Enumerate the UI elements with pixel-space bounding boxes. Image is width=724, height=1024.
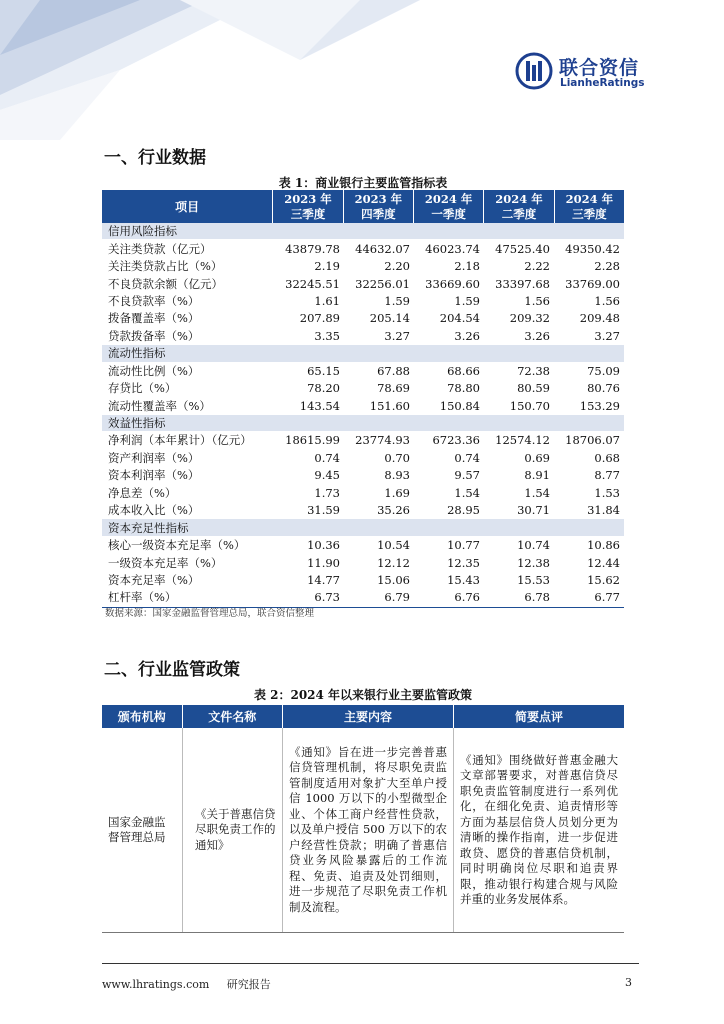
table1-cell-value: 46023.74	[425, 241, 480, 256]
table1-cell-value: 44632.07	[355, 241, 410, 256]
table1-cell-value: 1.69	[384, 485, 410, 500]
table1-row-label: 净息差（%）	[108, 485, 177, 500]
regulatory-policy-table	[102, 705, 624, 933]
table1-cell-value: 3.27	[384, 328, 410, 343]
table1-row-label: 关注类贷款（亿元）	[108, 241, 212, 256]
table1-row	[102, 258, 624, 275]
footer-left	[102, 976, 271, 992]
table2-header-comment: 简要点评	[453, 705, 624, 728]
table1-cell-value: 68.66	[447, 363, 480, 378]
table1-row-label: 不良贷款率（%）	[108, 293, 200, 308]
table1-category-row	[102, 519, 624, 536]
table1-cell-value: 8.93	[384, 468, 410, 483]
table1-row	[102, 310, 624, 327]
table1-cell-value: 33669.60	[425, 276, 480, 291]
col-quarter: 三季度	[290, 206, 326, 221]
table1-caption: 表 1：商业银行主要监管指标表	[278, 176, 448, 190]
col-year: 2024 年	[495, 191, 543, 206]
table1-cell-value: 3.26	[454, 328, 480, 343]
logo-mark-icon	[515, 52, 553, 90]
table1-cell-value: 78.69	[377, 381, 410, 396]
table1-cell-value: 67.88	[377, 363, 410, 378]
col-quarter: 二季度	[501, 206, 537, 221]
section2-title-text: 二、行业监管政策	[104, 660, 240, 680]
table1-cell-value: 15.62	[587, 572, 620, 587]
table1-category-row	[102, 345, 624, 362]
footer-doc-type: 研究报告	[226, 978, 271, 991]
table1-row	[102, 240, 624, 257]
table1-category-row	[102, 415, 624, 432]
table1-cell-value: 31.84	[587, 503, 620, 518]
table1-cell-value: 1.54	[524, 485, 550, 500]
table1-cell-value: 10.54	[377, 538, 410, 553]
table1-row-label: 杠杆率（%）	[108, 590, 177, 605]
table1-cell-value: 6.79	[384, 590, 410, 605]
table2-cell-content: 《通知》旨在进一步完善普惠信贷管理机制，将尽职免责监管制度适用对象扩大至单户授信 1000 万以下的小型微型企业、个体工商户经营性贷款，以及单户授信 500 万以下的农户经营性贷款；明确了普惠信贷业务风险暴露后的工作流程、免责、追责及处罚细则，进一步规范了尽职免责工作机制及流程。	[282, 728, 453, 932]
table1-cell-value: 8.77	[594, 468, 620, 483]
table1-cell-value: 6.76	[454, 590, 480, 605]
table1-row	[102, 467, 624, 484]
footer-rule	[102, 963, 639, 964]
table1-row	[102, 450, 624, 467]
table2-caption: 表 2：2024 年以来银行业主要监管政策	[253, 688, 473, 702]
table1-header-col	[413, 190, 483, 223]
table1-cell-value: 49350.42	[565, 241, 620, 256]
table1-cell-value: 10.86	[587, 538, 620, 553]
table1-cell-value: 28.95	[447, 503, 480, 518]
col-quarter: 四季度	[361, 206, 396, 221]
table1-body	[102, 223, 624, 607]
col-year: 2023 年	[284, 191, 332, 206]
table2-header-content: 主要内容	[282, 705, 453, 728]
col-year: 2023 年	[354, 191, 403, 206]
table1-cell-value: 1.56	[594, 293, 620, 308]
table1-cell-value: 151.60	[369, 398, 410, 413]
table2-cell-document: 《关于普惠信贷尽职免责工作的通知》	[182, 728, 282, 932]
table1-row	[102, 502, 624, 519]
table1-cell-value: 80.76	[587, 381, 620, 396]
page-number: 3	[625, 976, 632, 989]
table1-cell-value: 33397.68	[495, 276, 550, 291]
table1-cell-value: 0.69	[524, 450, 550, 465]
table1-cell-value: 3.27	[594, 328, 620, 343]
table1-cell-value: 12.38	[517, 555, 550, 570]
table1-row-label: 信用风险指标	[108, 224, 177, 239]
table1-row-label: 资本充足率（%）	[108, 572, 200, 587]
table1-header-col	[554, 190, 624, 223]
brand-name-cn: 联合资信	[559, 57, 640, 79]
table1-row	[102, 363, 624, 380]
table1-row-label: 一级资本充足率（%）	[108, 555, 223, 570]
table1-header	[102, 190, 624, 223]
table1-row	[102, 432, 624, 449]
table1-cell-value: 43879.78	[285, 241, 340, 256]
table1-row-label: 核心一级资本充足率（%）	[108, 538, 246, 553]
table1-row-label: 资本充足性指标	[108, 520, 189, 535]
section-title-regulatory-policy	[104, 655, 240, 680]
table1-category-row	[102, 223, 624, 240]
table1-cell-value: 150.70	[509, 398, 550, 413]
table1-cell-value: 0.68	[594, 450, 620, 465]
table1-row-label: 资产利润率（%）	[108, 450, 200, 465]
table1-cell-value: 2.28	[594, 259, 620, 274]
table1-cell-value: 23774.93	[355, 433, 410, 448]
table1-cell-value: 35.26	[377, 503, 410, 518]
table1-row	[102, 572, 624, 589]
table1-cell-value: 18615.99	[285, 433, 340, 448]
table1-cell-value: 80.59	[517, 381, 550, 396]
table2-header	[102, 705, 624, 728]
table1-cell-value: 11.90	[307, 555, 340, 570]
col-year: 2024 年	[565, 191, 614, 206]
table1-cell-value: 14.77	[307, 572, 340, 587]
table1-cell-value: 150.84	[439, 398, 480, 413]
table1-cell-value: 209.32	[509, 311, 550, 326]
table1-cell-value: 32245.51	[285, 276, 340, 291]
table1-cell-value: 1.53	[594, 485, 620, 500]
table1-cell-value: 8.91	[524, 468, 550, 483]
table1-cell-value: 9.45	[314, 468, 340, 483]
table1-cell-value: 0.74	[314, 450, 340, 465]
table1-cell-value: 12.35	[447, 555, 480, 570]
table1-cell-value: 207.89	[299, 311, 340, 326]
section-title-industry-data	[104, 143, 206, 168]
table1-row-label: 成本收入比（%）	[108, 503, 200, 518]
table1-cell-value: 32256.01	[355, 276, 410, 291]
table1-cell-value: 6.78	[524, 590, 550, 605]
table1-row	[102, 485, 624, 502]
table1-row-label: 流动性指标	[108, 346, 166, 361]
table1-cell-value: 1.59	[384, 293, 410, 308]
table1-row-label: 存贷比（%）	[108, 381, 177, 396]
footer-website-link[interactable]: www.lhratings.com	[102, 978, 210, 991]
table1-row-label: 效益性指标	[108, 416, 166, 431]
section1-title-text: 一、行业数据	[104, 148, 206, 168]
table1-cell-value: 65.15	[307, 363, 340, 378]
table1-cell-value: 1.61	[314, 293, 340, 308]
table1-cell-value: 143.54	[299, 398, 340, 413]
table1-cell-value: 2.22	[524, 259, 550, 274]
table1-cell-value: 3.26	[524, 328, 550, 343]
table1-cell-value: 78.20	[307, 381, 340, 396]
table1-cell-value: 205.14	[369, 311, 410, 326]
table1-row	[102, 589, 624, 606]
table2-header-document: 文件名称	[182, 705, 282, 728]
table1-cell-value: 15.53	[517, 572, 550, 587]
table1-cell-value: 153.29	[579, 398, 620, 413]
table1-row	[102, 554, 624, 571]
table1-cell-value: 1.59	[454, 293, 480, 308]
table1-cell-value: 1.54	[454, 485, 480, 500]
table1-row	[102, 293, 624, 310]
table1-cell-value: 78.80	[447, 381, 480, 396]
table1-cell-value: 6.77	[594, 590, 620, 605]
table1-cell-value: 33769.00	[565, 276, 620, 291]
table1-header-col	[343, 190, 413, 223]
table1-row-label: 净利润（本年累计）（亿元）	[108, 433, 252, 448]
table1-cell-value: 10.77	[447, 538, 480, 553]
table1-row-label: 贷款拨备率（%）	[108, 328, 200, 343]
table2-cell-comment: 《通知》围绕做好普惠金融大文章部署要求，对普惠信贷尽职免责监管制度进行一系列优化，在细化免责、追责情形等方面为基层信贷人员划分更为清晰的操作指南，进一步促进敢贷、愿贷的普惠信贷机制，同时明确岗位尽职和追责界限，推动银行构建合规与风险并重的业务发展体系。	[453, 728, 624, 932]
table1-cell-value: 1.56	[524, 293, 550, 308]
brand-logo	[515, 52, 645, 96]
table1-row-label: 流动性比例（%）	[108, 363, 200, 378]
table1-cell-value: 12.12	[377, 555, 410, 570]
table1-row	[102, 275, 624, 292]
table1-cell-value: 15.43	[447, 572, 480, 587]
table1-row-label: 关注类贷款占比（%）	[108, 259, 223, 274]
table1-cell-value: 10.36	[307, 538, 340, 553]
table1-cell-value: 9.57	[454, 468, 480, 483]
table2-row	[102, 728, 624, 933]
regulatory-indicators-table	[102, 190, 624, 608]
brand-name-en: LianheRatings	[560, 77, 645, 89]
table1-header-col	[272, 190, 342, 223]
table1-cell-value: 3.35	[314, 328, 340, 343]
table1-row-label: 流动性覆盖率（%）	[108, 398, 211, 413]
table1-cell-value: 209.48	[579, 311, 620, 326]
table1-cell-value: 31.59	[307, 503, 340, 518]
table1-header-col	[483, 190, 553, 223]
table1-cell-value: 1.73	[314, 485, 340, 500]
table1-row-label: 拨备覆盖率（%）	[108, 311, 200, 326]
table1-cell-value: 15.06	[377, 572, 410, 587]
table1-cell-value: 6723.36	[432, 433, 480, 448]
table1-row-label: 资本利润率（%）	[108, 468, 200, 483]
table1-row	[102, 537, 624, 554]
table1-cell-value: 72.38	[517, 363, 550, 378]
table1-cell-value: 10.74	[517, 538, 550, 553]
table1-cell-value: 0.70	[384, 450, 410, 465]
table1-row	[102, 380, 624, 397]
table1-cell-value: 47525.40	[495, 241, 550, 256]
table1-row-label: 不良贷款余额（亿元）	[108, 276, 223, 291]
table2-header-agency: 颁布机构	[117, 710, 166, 724]
table1-cell-value: 6.73	[314, 590, 340, 605]
table1-cell-value: 0.74	[454, 450, 480, 465]
table1-cell-value: 2.18	[454, 259, 480, 274]
table2-cell-agency: 国家金融监督管理总局	[108, 814, 166, 844]
table1-cell-value: 2.20	[384, 259, 410, 274]
col-quarter: 三季度	[572, 206, 607, 221]
table1-cell-value: 12.44	[587, 555, 620, 570]
table1-cell-value: 75.09	[587, 363, 620, 378]
col-year: 2024 年	[424, 191, 473, 206]
col-quarter: 一季度	[431, 206, 466, 221]
table1-cell-value: 204.54	[439, 311, 480, 326]
table1-cell-value: 2.19	[314, 259, 340, 274]
table1-cell-value: 18706.07	[565, 433, 620, 448]
table1-row	[102, 328, 624, 345]
table1-header-item: 项目	[175, 200, 200, 214]
table1-row	[102, 397, 624, 414]
table1-cell-value: 12574.12	[495, 433, 550, 448]
table1-source-note: 数据来源：国家金融监督管理总局，联合资信整理	[105, 608, 315, 619]
table1-cell-value: 30.71	[517, 503, 550, 518]
